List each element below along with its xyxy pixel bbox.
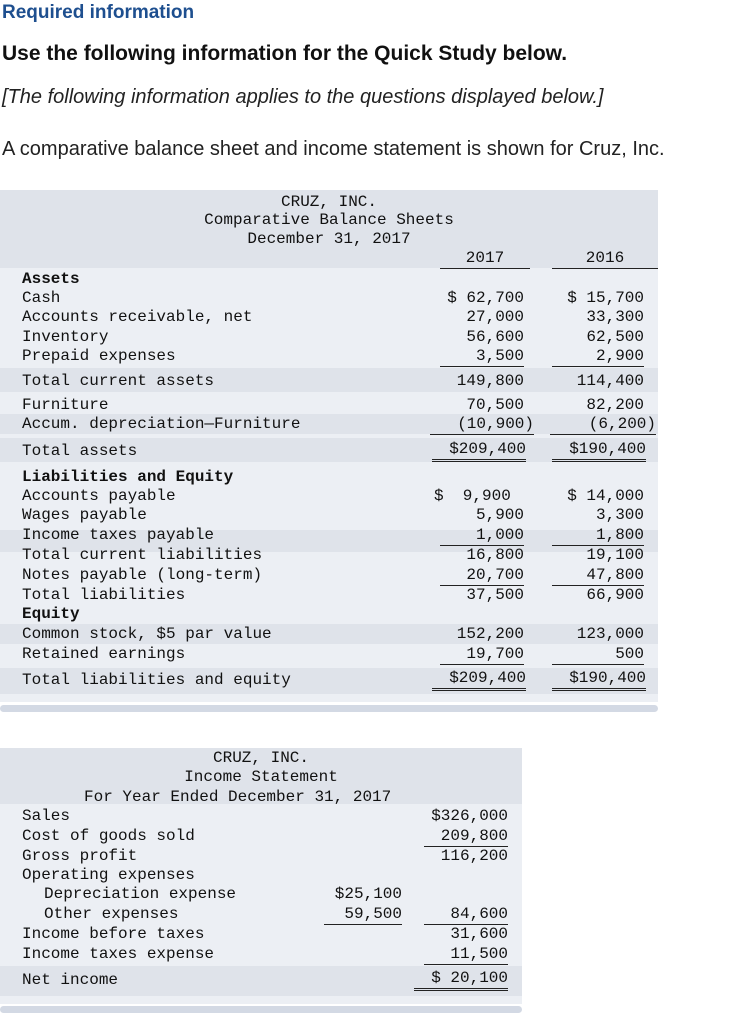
row-tcl-label: Total current liabilities <box>22 546 263 564</box>
row-prepaid-2016: 2,900 <box>552 346 644 367</box>
row-wages-2017: 5,900 <box>475 506 524 524</box>
row-cs-2017: 152,200 <box>456 625 524 643</box>
row-tca-2017: 149,800 <box>456 372 524 390</box>
is-row-other-label: Other expenses <box>44 905 179 923</box>
row-ta-2017: $209,400 <box>432 439 526 462</box>
is-row-ni-total: $ 20,100 <box>414 968 508 991</box>
row-ap-label: Accounts payable <box>22 487 176 505</box>
row-tle-label: Total liabilities and equity <box>22 671 291 689</box>
row-tle-2017: $209,400 <box>432 668 526 691</box>
row-inventory-2017: 56,600 <box>466 328 524 346</box>
is-row-sales-total: $326,000 <box>431 807 508 825</box>
bs-company: CRUZ, INC. <box>280 193 377 211</box>
liabilities-heading: Liabilities and Equity <box>22 468 234 486</box>
row-notes-2017: 20,700 <box>440 565 524 586</box>
row-tca-2016: 114,400 <box>576 372 644 390</box>
is-row-dep-sub: $25,100 <box>334 885 402 903</box>
row-re-2016: 500 <box>552 644 644 665</box>
is-row-ibt-total: 31,600 <box>450 925 508 943</box>
intro-text: A comparative balance sheet and income statement is shown for Cruz, Inc. <box>2 138 665 160</box>
instruction-heading: Use the following information for the Quick Study below. <box>2 42 568 65</box>
row-accum-label: Accum. depreciation—Furniture <box>22 415 301 433</box>
row-itp-label: Income taxes payable <box>22 526 215 544</box>
assets-heading: Assets <box>22 270 80 288</box>
is-period: For Year Ended December 31, 2017 <box>84 788 392 806</box>
is-row-dep-label: Depreciation expense <box>44 885 237 903</box>
required-information-heading: Required information <box>2 2 195 23</box>
row-ta-2016: $190,400 <box>552 439 646 462</box>
row-re-2017: 19,700 <box>440 644 524 665</box>
row-ar-2017: 27,000 <box>466 308 524 326</box>
row-cash-label: Cash <box>22 289 61 307</box>
row-prepaid-2017: 3,500 <box>440 346 524 367</box>
is-row-other-sub: 59,500 <box>324 904 402 925</box>
is-row-opex-label: Operating expenses <box>22 866 195 884</box>
is-row-ite-total: 11,500 <box>424 944 508 965</box>
row-accum-2017: (10,900) <box>426 414 534 435</box>
row-tcl-2017: 16,800 <box>466 546 524 564</box>
row-tle-2016: $190,400 <box>552 668 646 691</box>
is-row-cogs-label: Cost of goods sold <box>22 827 195 845</box>
row-cash-2016: $ 15,700 <box>567 289 644 307</box>
applies-note: [The following information applies to the questions displayed below.] <box>2 86 604 108</box>
bs-title: Comparative Balance Sheets <box>204 211 454 229</box>
row-prepaid-label: Prepaid expenses <box>22 347 176 365</box>
row-itp-2016: 1,800 <box>552 525 644 546</box>
row-ap-2016: $ 14,000 <box>567 487 644 505</box>
row-ap-2017: $ 9,900 <box>434 487 511 505</box>
row-tl-2017: 37,500 <box>466 586 524 604</box>
equity-heading: Equity <box>22 605 80 623</box>
is-row-gp-label: Gross profit <box>22 847 138 865</box>
bottom-divider <box>0 1006 522 1013</box>
row-inventory-2016: 62,500 <box>586 328 644 346</box>
is-row-ni-label: Net income <box>22 971 119 989</box>
row-itp-2017: 1,000 <box>440 525 524 546</box>
row-cs-label: Common stock, $5 par value <box>22 625 272 643</box>
is-company: CRUZ, INC. <box>212 749 309 767</box>
row-ar-label: Accounts receivable, net <box>22 308 253 326</box>
is-row-sales-label: Sales <box>22 807 71 825</box>
row-furniture-label: Furniture <box>22 396 109 414</box>
row-inventory-label: Inventory <box>22 328 109 346</box>
row-ta-label: Total assets <box>22 442 138 460</box>
row-notes-label: Notes payable (long-term) <box>22 566 263 584</box>
row-notes-2016: 47,800 <box>552 565 644 586</box>
is-row-ibt-label: Income before taxes <box>22 925 205 943</box>
row-wages-label: Wages payable <box>22 506 147 524</box>
bs-date: December 31, 2017 <box>247 230 411 248</box>
is-title: Income Statement <box>184 768 338 786</box>
bs-col-2017: 2017 <box>440 248 530 269</box>
section-divider <box>0 705 658 712</box>
row-tca-label: Total current assets <box>22 372 215 390</box>
row-wages-2016: 3,300 <box>595 506 644 524</box>
is-row-other-total: 84,600 <box>424 904 508 925</box>
is-row-gp-total: 116,200 <box>440 847 508 865</box>
row-cash-2017: $ 62,700 <box>447 289 524 307</box>
row-re-label: Retained earnings <box>22 645 186 663</box>
is-row-cogs-total: 209,800 <box>424 826 508 847</box>
row-tl-2016: 66,900 <box>586 586 644 604</box>
row-tcl-2016: 19,100 <box>586 546 644 564</box>
row-furniture-2016: 82,200 <box>586 396 644 414</box>
row-ar-2016: 33,300 <box>586 308 644 326</box>
is-row-ite-label: Income taxes expense <box>22 945 215 963</box>
row-tl-label: Total liabilities <box>22 586 186 604</box>
row-cs-2016: 123,000 <box>576 625 644 643</box>
bs-col-2016: 2016 <box>552 248 658 269</box>
row-accum-2016: (6,200) <box>546 414 656 435</box>
row-furniture-2017: 70,500 <box>466 396 524 414</box>
